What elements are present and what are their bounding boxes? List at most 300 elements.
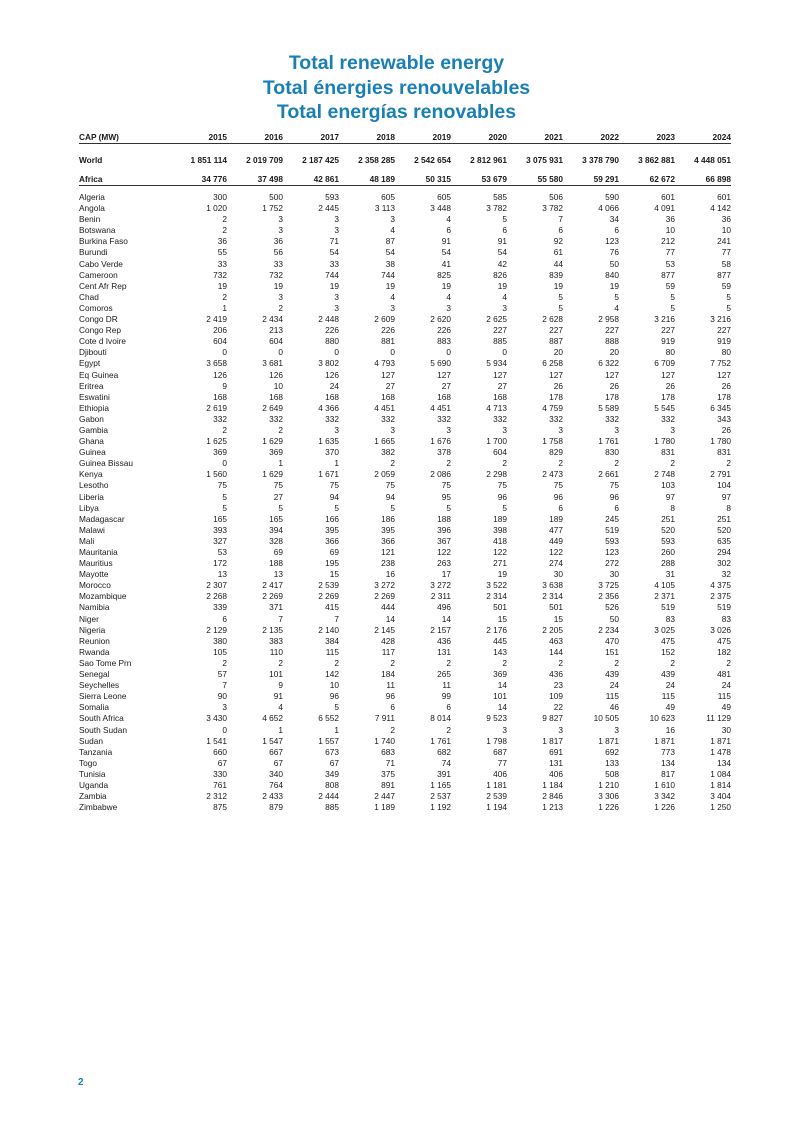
table-row [79,536,731,547]
capacity-value: 3 [558,424,563,435]
capacity-value: 585 [493,192,507,202]
capacity-value: 59 [721,280,731,291]
capacity-value: 36 [665,214,675,225]
capacity-value: 761 [213,779,227,790]
table-row [79,769,731,780]
capacity-value: 732 [269,269,283,280]
capacity-value: 332 [605,413,619,424]
capacity-value: 54 [441,247,451,258]
capacity-value: 3 782 [542,203,563,214]
header-year: 2019 [395,132,451,144]
capacity-value: 80 [665,347,675,358]
capacity-value: 131 [437,646,451,657]
table-row [79,403,731,414]
country-name: Zimbabwe [79,802,118,813]
capacity-value: 5 [278,502,283,513]
capacity-value: 1 213 [542,802,563,813]
capacity-value: 475 [717,635,731,646]
capacity-value: 2 356 [598,591,619,602]
capacity-value: 5 690 [430,358,451,369]
africa-value: 66 898 [675,174,731,186]
capacity-value: 2 311 [430,591,451,602]
capacity-value: 122 [493,547,507,557]
capacity-value: 213 [269,325,283,336]
capacity-value: 1 181 [486,779,507,790]
capacity-value: 188 [437,513,451,524]
country-name: Namibia [79,602,110,613]
capacity-value: 10 [721,225,731,236]
capacity-value: 24 [329,380,339,391]
capacity-value: 3 [278,214,283,225]
capacity-value: 382 [381,447,395,458]
country-name: Guinea [79,447,106,458]
capacity-value: 33 [273,258,283,269]
capacity-value: 635 [717,535,731,546]
capacity-value: 732 [213,269,227,280]
capacity-value: 4 091 [654,203,675,214]
capacity-value: 501 [493,602,507,613]
capacity-value: 415 [325,602,339,613]
country-name: Guinea Bissau [79,458,133,469]
capacity-value: 0 [334,347,339,358]
title-spanish: Total energías renovables [276,101,517,123]
capacity-value: 5 [726,302,731,313]
capacity-value: 56 [273,247,283,258]
capacity-value: 406 [493,768,507,779]
country-name: Burkina Faso [79,236,128,247]
capacity-value: 143 [493,646,507,657]
capacity-value: 10 [665,225,675,236]
table-row [79,203,731,214]
capacity-value: 34 [609,214,619,225]
capacity-value: 42 [497,258,507,269]
country-name: Benin [79,214,101,225]
capacity-value: 238 [381,558,395,569]
capacity-value: 127 [717,369,731,380]
capacity-value: 3 272 [430,580,451,591]
capacity-value: 2 [446,458,451,469]
capacity-value: 605 [437,192,451,202]
capacity-value: 54 [497,247,507,258]
capacity-value: 14 [497,680,507,691]
capacity-value: 6 [614,502,619,513]
capacity-value: 2 661 [598,469,619,480]
capacity-value: 383 [269,635,283,646]
world-value: 4 448 051 [694,155,731,165]
capacity-value: 27 [441,380,451,391]
capacity-value: 332 [661,413,675,424]
country-name: Libya [79,502,99,513]
capacity-value: 520 [661,524,675,535]
capacity-value: 8 014 [430,713,451,724]
capacity-value: 3 658 [206,358,227,369]
capacity-value: 2 269 [318,591,339,602]
capacity-value: 91 [441,236,451,247]
capacity-table [79,132,731,813]
capacity-value: 6 [558,225,563,236]
capacity-value: 2 434 [262,314,283,325]
capacity-value: 16 [385,569,395,580]
capacity-value: 20 [553,347,563,358]
capacity-value: 5 [222,502,227,513]
capacity-value: 428 [381,635,395,646]
table-row [79,314,731,325]
country-name: Rwanda [79,646,110,657]
capacity-value: 406 [549,768,563,779]
capacity-value: 27 [385,380,395,391]
capacity-value: 4 [446,214,451,225]
africa-label: Africa [79,174,171,186]
capacity-value: 3 [334,214,339,225]
capacity-value: 115 [325,646,339,657]
capacity-value: 5 [222,491,227,502]
capacity-value: 1 226 [654,802,675,813]
capacity-value: 692 [605,746,619,757]
capacity-value: 875 [213,802,227,813]
table-row [79,281,731,292]
capacity-value: 2 176 [486,624,507,635]
capacity-value: 601 [717,192,731,202]
capacity-value: 144 [549,646,563,657]
capacity-value: 6 [558,502,563,513]
capacity-value: 57 [217,669,227,680]
capacity-value: 36 [273,236,283,247]
capacity-value: 2 [390,657,395,668]
table-row [79,691,731,702]
capacity-value: 274 [549,558,563,569]
capacity-value: 2 234 [598,624,619,635]
capacity-value: 95 [441,491,451,502]
table-row [79,736,731,747]
capacity-value: 2 [446,657,451,668]
capacity-value: 520 [717,524,731,535]
capacity-value: 109 [549,691,563,702]
capacity-value: 127 [381,369,395,380]
capacity-value: 19 [329,280,339,291]
capacity-value: 393 [213,524,227,535]
capacity-value: 165 [269,513,283,524]
capacity-value: 384 [325,635,339,646]
capacity-value: 123 [605,236,619,247]
table-row [79,503,731,514]
capacity-value: 104 [717,480,731,491]
capacity-value: 2 086 [430,469,451,480]
capacity-value: 3 [334,225,339,236]
capacity-value: 0 [446,347,451,358]
capacity-value: 593 [325,192,339,202]
table-row [79,358,731,369]
capacity-value: 168 [493,391,507,402]
capacity-value: 2 [390,458,395,469]
capacity-value: 2 620 [430,314,451,325]
capacity-value: 369 [493,669,507,680]
capacity-value: 127 [605,369,619,380]
country-name: Botswana [79,225,116,236]
capacity-value: 23 [553,680,563,691]
capacity-value: 0 [278,347,283,358]
capacity-value: 3 448 [430,203,451,214]
capacity-value: 887 [549,336,563,347]
table-row [79,747,731,758]
country-name: Uganda [79,779,109,790]
capacity-value: 19 [441,280,451,291]
capacity-value: 2 [670,458,675,469]
capacity-value: 1 020 [206,203,227,214]
capacity-value: 6 [446,225,451,236]
capacity-value: 4 [390,291,395,302]
capacity-value: 94 [329,491,339,502]
country-name: Cabo Verde [79,258,123,269]
country-name: Mauritius [79,558,113,569]
capacity-value: 15 [553,613,563,624]
country-name: Sierra Leone [79,691,127,702]
capacity-value: 19 [385,280,395,291]
capacity-value: 3 026 [710,624,731,635]
country-name: South Africa [79,713,124,724]
capacity-value: 831 [717,447,731,458]
capacity-value: 189 [549,513,563,524]
capacity-value: 1 557 [318,735,339,746]
capacity-value: 367 [437,535,451,546]
capacity-value: 0 [222,724,227,735]
capacity-value: 2 157 [430,624,451,635]
capacity-value: 4 [446,291,451,302]
country-name: Mozambique [79,591,127,602]
capacity-value: 30 [721,724,731,735]
header-year: 2022 [563,132,619,144]
capacity-value: 33 [329,258,339,269]
capacity-value: 826 [493,269,507,280]
capacity-value: 1 700 [486,436,507,447]
capacity-value: 1 817 [542,735,563,746]
capacity-value: 1 671 [318,469,339,480]
capacity-value: 300 [213,192,227,202]
capacity-value: 123 [605,547,619,557]
capacity-value: 5 [726,291,731,302]
table-row [79,292,731,303]
table-row [79,270,731,281]
capacity-value: 1 629 [262,436,283,447]
capacity-value: 83 [665,613,675,624]
capacity-value: 3 404 [710,791,731,802]
capacity-value: 77 [497,757,507,768]
capacity-value: 3 [502,424,507,435]
capacity-value: 2 [726,458,731,469]
capacity-value: 71 [329,236,339,247]
capacity-value: 2 269 [262,591,283,602]
capacity-value: 75 [385,480,395,491]
africa-value: 55 580 [507,174,563,186]
capacity-value: 3 [334,302,339,313]
capacity-value: 2 205 [542,624,563,635]
capacity-value: 2 445 [318,203,339,214]
capacity-value: 4 [614,302,619,313]
capacity-value: 3 [334,291,339,302]
capacity-value: 127 [493,369,507,380]
capacity-value: 4 793 [374,358,395,369]
capacity-value: 15 [329,569,339,580]
capacity-value: 38 [385,258,395,269]
capacity-value: 2 444 [318,791,339,802]
country-name: Gambia [79,424,109,435]
table-row [79,347,731,358]
capacity-value: 10 623 [649,713,675,724]
capacity-value: 75 [553,480,563,491]
capacity-value: 601 [661,192,675,202]
capacity-value: 294 [717,547,731,557]
capacity-value: 3 [222,702,227,713]
capacity-value: 151 [605,646,619,657]
table-row [79,614,731,625]
capacity-value: 6 345 [710,402,731,413]
capacity-value: 127 [437,369,451,380]
capacity-value: 96 [497,491,507,502]
capacity-value: 2 371 [654,591,675,602]
capacity-value: 5 [334,702,339,713]
capacity-value: 19 [609,280,619,291]
capacity-value: 506 [549,192,563,202]
capacity-value: 92 [553,236,563,247]
capacity-value: 919 [661,336,675,347]
capacity-value: 1 541 [206,735,227,746]
capacity-value: 11 [442,680,451,691]
table-row [79,336,731,347]
capacity-value: 436 [549,669,563,680]
capacity-value: 302 [717,558,731,569]
capacity-value: 2 [222,214,227,225]
capacity-value: 9 827 [542,713,563,724]
table-row [79,325,731,336]
capacity-value: 2 419 [206,314,227,325]
capacity-value: 6 [390,702,395,713]
capacity-value: 3 [446,302,451,313]
capacity-value: 369 [213,447,227,458]
capacity-value: 10 505 [593,713,619,724]
capacity-value: 0 [390,347,395,358]
table-row [79,725,731,736]
capacity-value: 1 635 [318,436,339,447]
capacity-value: 6 [446,702,451,713]
capacity-value: 8 [726,502,731,513]
country-name: Lesotho [79,480,109,491]
capacity-value: 134 [717,757,731,768]
capacity-value: 168 [269,391,283,402]
africa-value: 42 861 [283,174,339,186]
table-row [79,647,731,658]
capacity-value: 67 [273,757,283,768]
capacity-value: 126 [325,369,339,380]
capacity-value: 332 [213,413,227,424]
capacity-value: 1 547 [262,735,283,746]
capacity-value: 5 [446,502,451,513]
capacity-value: 5 [390,502,395,513]
capacity-value: 6 322 [598,358,619,369]
capacity-value: 2 [222,657,227,668]
capacity-value: 682 [437,746,451,757]
capacity-value: 2 [278,424,283,435]
capacity-value: 71 [385,757,395,768]
capacity-value: 2 312 [206,791,227,802]
capacity-value: 7 [278,613,283,624]
capacity-value: 121 [381,547,395,557]
capacity-value: 127 [549,369,563,380]
capacity-value: 4 451 [374,402,395,413]
capacity-value: 366 [381,535,395,546]
capacity-value: 59 [665,280,675,291]
capacity-value: 366 [325,535,339,546]
capacity-value: 3 [390,302,395,313]
capacity-value: 7 [334,613,339,624]
capacity-value: 182 [717,646,731,657]
africa-value: 50 315 [395,174,451,186]
capacity-value: 54 [329,247,339,258]
capacity-value: 1 165 [430,779,451,790]
table-row [79,658,731,669]
capacity-value: 101 [493,691,507,702]
header-label: CAP (MW) [79,132,171,144]
africa-total-row [79,174,731,186]
capacity-value: 90 [217,691,227,702]
capacity-value: 251 [661,513,675,524]
capacity-value: 2 628 [542,314,563,325]
capacity-value: 332 [325,413,339,424]
table-row [79,580,731,591]
capacity-value: 152 [661,646,675,657]
capacity-value: 370 [325,447,339,458]
capacity-value: 30 [553,569,563,580]
capacity-value: 327 [213,535,227,546]
capacity-value: 343 [717,413,731,424]
country-name: Ethiopia [79,402,109,413]
capacity-value: 5 [502,502,507,513]
capacity-value: 691 [549,746,563,757]
capacity-value: 4 366 [318,402,339,413]
capacity-value: 2 307 [206,580,227,591]
capacity-value: 667 [269,746,283,757]
country-name: Mali [79,535,95,546]
capacity-value: 378 [437,447,451,458]
capacity-value: 16 [665,724,675,735]
africa-value: 37 498 [227,174,283,186]
capacity-value: 168 [325,391,339,402]
capacity-value: 380 [213,635,227,646]
capacity-value: 9 523 [486,713,507,724]
capacity-value: 53 [665,258,675,269]
capacity-value: 2 [278,657,283,668]
title-french: Total énergies renouvelables [262,76,531,99]
capacity-value: 67 [329,757,339,768]
capacity-value: 593 [605,535,619,546]
country-name: Zambia [79,791,107,802]
capacity-value: 2 [390,724,395,735]
capacity-value: 20 [609,347,619,358]
capacity-value: 394 [269,524,283,535]
table-row [79,436,731,447]
capacity-value: 115 [717,691,731,702]
capacity-value: 3 113 [374,203,395,214]
capacity-value: 206 [213,325,227,336]
capacity-value: 877 [661,269,675,280]
capacity-value: 32 [721,569,731,580]
capacity-value: 83 [721,613,731,624]
capacity-value: 36 [721,214,731,225]
capacity-value: 97 [721,491,731,502]
capacity-value: 332 [269,413,283,424]
capacity-value: 227 [661,325,675,336]
capacity-value: 444 [381,602,395,613]
capacity-value: 10 [329,680,339,691]
capacity-value: 2 135 [262,624,283,635]
